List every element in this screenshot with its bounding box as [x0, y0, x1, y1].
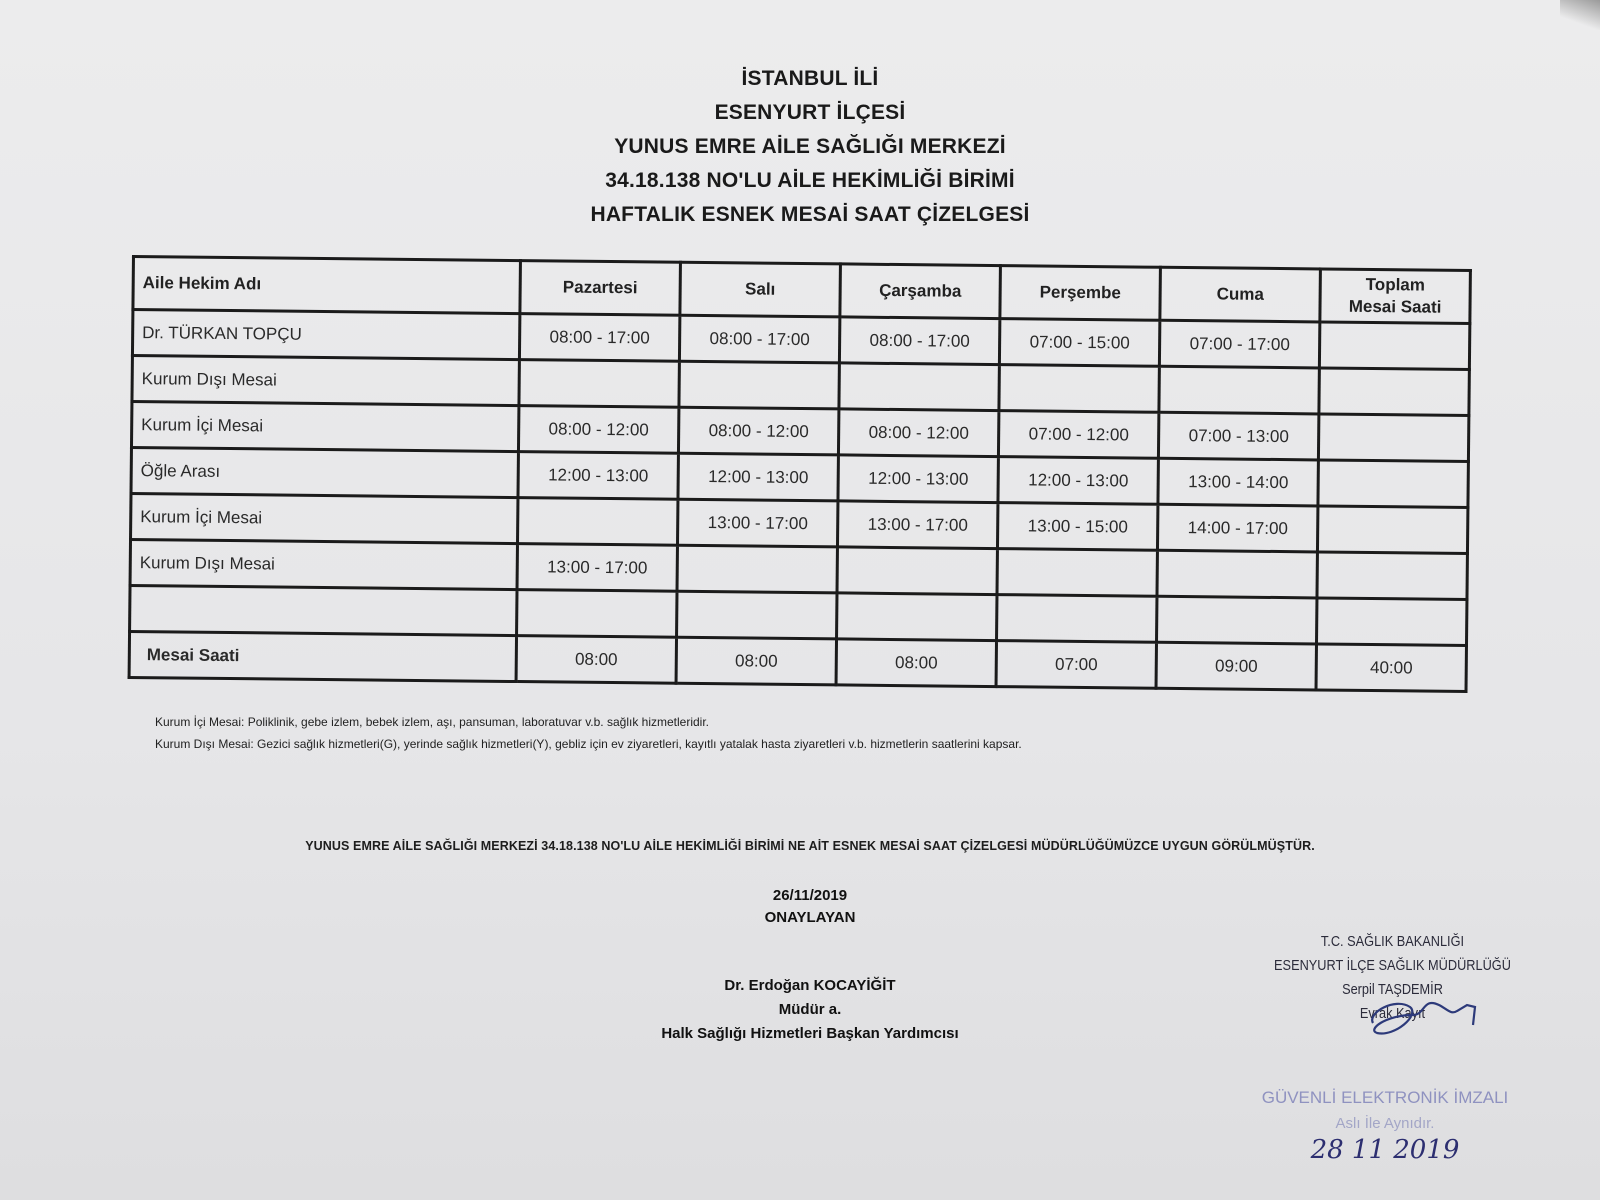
header-province: İSTANBUL İLİ: [741, 67, 879, 90]
table-cell: 12:00 - 13:00: [518, 452, 679, 500]
row-label: Kurum Dışı Mesai: [130, 540, 517, 590]
table-cell: [1318, 460, 1468, 508]
table-cell: [1159, 366, 1320, 414]
table-cell: [837, 547, 998, 595]
table-cell: 12:00 - 13:00: [838, 455, 999, 503]
stamp-directorate: ESENYURT İLÇE SAĞLIK MÜDÜRLÜĞÜ: [1274, 957, 1511, 974]
electronic-signature-stamp: [1240, 1085, 1530, 1163]
table-cell: [679, 361, 840, 409]
total-friday: 09:00: [1156, 642, 1317, 690]
stamp-ministry: T.C. SAĞLIK BAKANLIĞI: [1320, 933, 1465, 950]
table-cell: 08:00 - 12:00: [839, 409, 1000, 457]
table-cell: 07:00 - 13:00: [1159, 412, 1320, 460]
table-cell: 07:00 - 12:00: [999, 411, 1160, 459]
signer-name: Dr. Erdoğan KOCAYİĞİT: [724, 977, 896, 994]
table-notes: [155, 711, 1022, 755]
row-label: Öğle Arası: [131, 448, 518, 498]
total-monday: 08:00: [516, 636, 677, 684]
approval-date-block: [0, 885, 1600, 929]
table-cell: [997, 595, 1158, 643]
table-cell: [517, 590, 678, 638]
row-label: Kurum İçi Mesai: [131, 402, 518, 452]
table-cell: 08:00 - 12:00: [518, 406, 679, 454]
table-cell: [999, 365, 1160, 413]
table-cell: [677, 591, 838, 639]
header-total-line1: Toplam: [1365, 274, 1426, 295]
signer-role: Halk Sağlığı Hizmetleri Başkan Yardımcısı: [661, 1025, 959, 1042]
header-thursday: Perşembe: [1000, 266, 1161, 321]
table-cell: [1317, 552, 1467, 600]
table-cell: [1157, 596, 1318, 644]
table-cell: [997, 549, 1158, 597]
table-cell: 07:00 - 17:00: [1160, 320, 1321, 368]
table-cell: [1319, 368, 1469, 416]
table-cell: [677, 545, 838, 593]
table-cell: 12:00 - 13:00: [998, 457, 1159, 505]
row-label: Dr. TÜRKAN TOPÇU: [132, 310, 519, 360]
table-cell: [1317, 598, 1467, 646]
esign-certified: Aslı İle Aynıdır.: [1335, 1115, 1435, 1132]
note-internal: Kurum İçi Mesai: Poliklinik, gebe izlem, bebek izlem, aşı, pansuman, laboratuvar v.b. sağlık hizmetleridir.: [155, 715, 710, 729]
header-doctor-name: Aile Hekim Adı: [133, 257, 521, 314]
table-cell: 13:00 - 17:00: [838, 501, 999, 549]
table-cell: [517, 498, 678, 546]
table-cell: [837, 593, 998, 641]
table-cell: 13:00 - 17:00: [678, 499, 839, 547]
signer-title: Müdür a.: [778, 1001, 842, 1018]
approval-statement: YUNUS EMRE AİLE SAĞLIĞI MERKEZİ 34.18.138 NO'LU AİLE HEKİMLİĞİ BİRİMİ NE AİT ESNEK MESAİ SAAT ÇİZELGESİ MÜDÜRLÜĞÜMÜZCE UYGUN GÖRÜLMÜŞTÜR.: [305, 839, 1315, 853]
stamp-registry: Evrak Kayıt: [1359, 1005, 1426, 1022]
total-label: Mesai Saati: [129, 631, 516, 681]
table-cell: 13:00 - 17:00: [517, 544, 678, 592]
header-wednesday: Çarşamba: [840, 264, 1001, 319]
page-shadow: [1560, 0, 1600, 30]
header-title: HAFTALIK ESNEK MESAİ SAAT ÇİZELGESİ: [590, 203, 1030, 226]
total-wednesday: 08:00: [836, 639, 997, 687]
signature-scribble-icon: [1365, 985, 1495, 1045]
table-cell: [1319, 414, 1469, 462]
header-unit: 34.18.138 NO'LU AİLE HEKİMLİĞİ BİRİMİ: [605, 169, 1015, 192]
approval-date: 26/11/2019: [772, 887, 848, 904]
document-header: [0, 62, 1600, 232]
header-monday: Pazartesi: [520, 261, 681, 316]
total-tuesday: 08:00: [676, 637, 837, 685]
schedule-table: [128, 255, 1472, 693]
table-cell: 08:00 - 17:00: [679, 315, 840, 363]
table-cell: 13:00 - 14:00: [1158, 458, 1319, 506]
table-cell: 13:00 - 15:00: [998, 503, 1159, 551]
row-label: [130, 585, 517, 635]
total-week: 40:00: [1316, 644, 1466, 692]
header-total-line2: Mesai Saati: [1348, 296, 1442, 317]
table-cell: [1320, 322, 1470, 370]
total-thursday: 07:00: [996, 641, 1157, 689]
table-cell: [519, 360, 680, 408]
header-total: [1320, 269, 1470, 324]
approver-label: ONAYLAYAN: [764, 909, 856, 926]
table-cell: 12:00 - 13:00: [678, 453, 839, 501]
table-cell: 14:00 - 17:00: [1158, 504, 1319, 552]
table-cell: 08:00 - 17:00: [519, 314, 680, 362]
table-cell: [1318, 506, 1468, 554]
table-cell: [839, 363, 1000, 411]
table-cell: 08:00 - 12:00: [678, 407, 839, 455]
header-friday: Cuma: [1160, 267, 1321, 322]
header-district: ESENYURT İLÇESİ: [714, 101, 906, 124]
table-cell: [1157, 550, 1318, 598]
header-tuesday: Salı: [680, 262, 841, 317]
row-label: Kurum Dışı Mesai: [132, 356, 519, 406]
row-label: Kurum İçi Mesai: [131, 494, 518, 544]
esign-handwritten-date: 28 11 2019: [1310, 1135, 1460, 1165]
stamp-person: Serpil TAŞDEMİR: [1342, 981, 1443, 998]
table-cell: 07:00 - 15:00: [999, 319, 1160, 367]
note-external: Kurum Dışı Mesai: Gezici sağlık hizmetleri(G), yerinde sağlık hizmetleri(Y), gebliz için ev ziyaretleri, kayıtlı yatalak hasta ziyaretleri v.b. hizmetlerin saatlerini kapsar.: [155, 737, 1022, 751]
header-center: YUNUS EMRE AİLE SAĞLIĞI MERKEZİ: [614, 135, 1006, 158]
table-cell: 08:00 - 17:00: [839, 317, 1000, 365]
esign-title: GÜVENLİ ELEKTRONİK İMZALI: [1261, 1088, 1509, 1107]
